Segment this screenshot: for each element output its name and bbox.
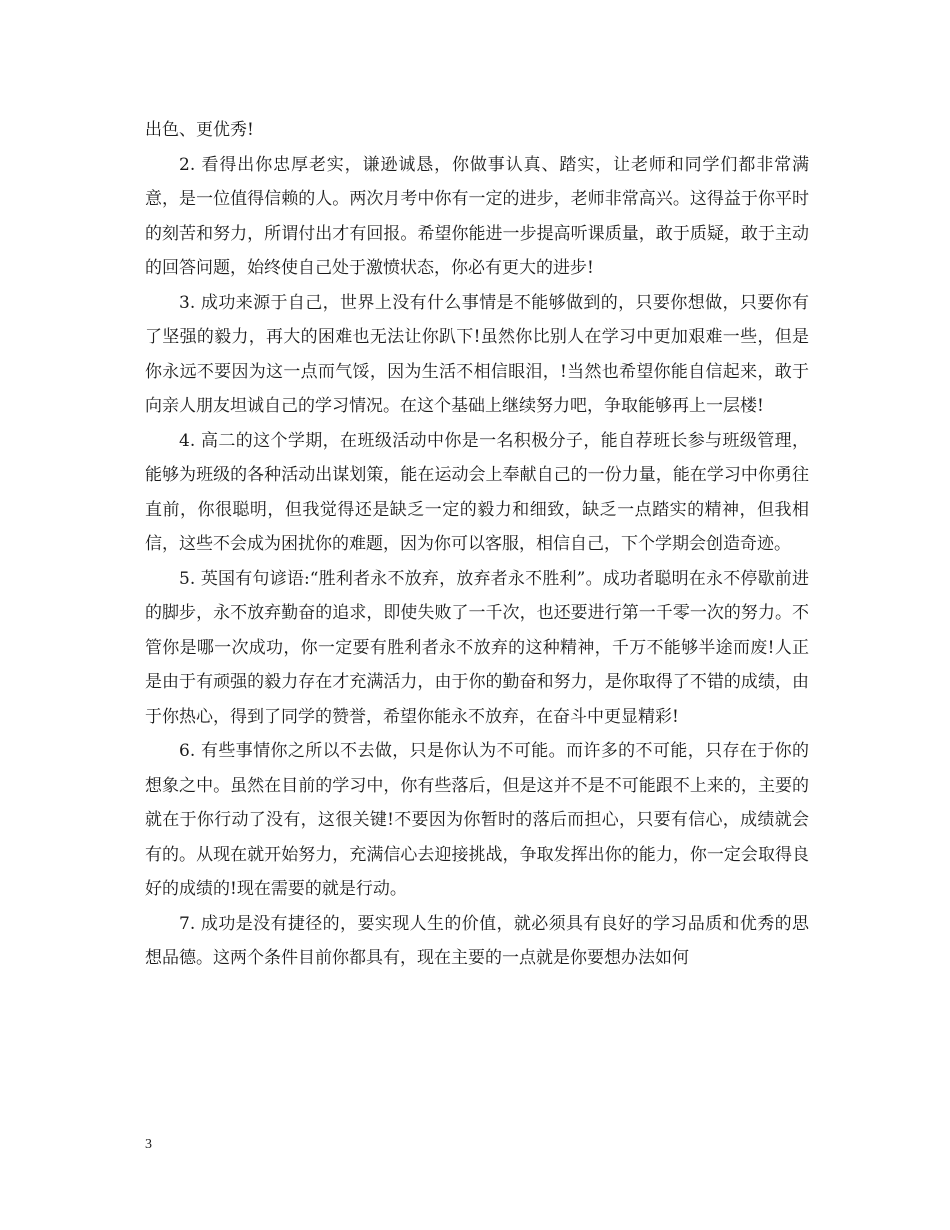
paragraph-comment-7: 7. 成功是没有捷径的，要实现人生的价值，就必须具有良好的学习品质和优秀的思想品德。这两个条件目前你都具有，现在主要的一点就是你要想办法如何	[145, 913, 809, 968]
paragraph-comment-5: 5. 英国有句谚语:“胜利者永不放弃，放弃者永不胜利”。成功者聪明在永不停歇前进的脚步，永不放弃勤奋的追求，即使失败了一千次，也还要进行第一千零一次的努力。不管你是哪一次成功，你一定要有胜利者永不放弃的这种精神，千万不能够半途而废!人正是由于有顽强的毅力存在才充满活力，由于你的勤奋和努力，是你取得了不错的成绩，由于你热心，得到了同学的赞誉，希望你能永不放弃，在奋斗中更显精彩!	[145, 568, 809, 727]
paragraph-continuation: 出色、更优秀!	[145, 120, 254, 140]
document-body	[145, 113, 809, 976]
paragraph-comment-6: 6. 有些事情你之所以不去做，只是你认为不可能。而许多的不可能，只存在于你的想象之中。虽然在目前的学习中，你有些落后，但是这并不是不可能跟不上来的，主要的就在于你行动了没有，这很关键!不要因为你暂时的落后而担心，只要有信心，成绩就会有的。从现在就开始努力，充满信心去迎接挑战，争取发挥出你的能力，你一定会取得良好的成绩的!现在需要的就是行动。	[145, 741, 809, 899]
paragraph-comment-4: 4. 高二的这个学期，在班级活动中你是一名积极分子，能自荐班长参与班级管理，能够为班级的各种活动出谋划策，能在运动会上奉献自己的一份力量，能在学习中你勇往直前，你很聪明，但我觉得还是缺乏一定的毅力和细致，缺乏一点踏实的精神，但我相信，这些不会成为困扰你的难题，因为你可以客服，相信自己，下个学期会创造奇迹。	[145, 430, 809, 554]
paragraph-comment-2: 2. 看得出你忠厚老实，谦逊诚恳，你做事认真、踏实，让老师和同学们都非常满意，是一位值得信赖的人。两次月考中你有一定的进步，老师非常高兴。这得益于你平时的刻苦和努力，所谓付出才有回报。希望你能进一步提高听课质量，敢于质疑，敢于主动的回答问题，始终使自己处于激愤状态，你必有更大的进步!	[145, 154, 809, 278]
paragraph-comment-3: 3. 成功来源于自己，世界上没有什么事情是不能够做到的，只要你想做，只要你有了坚强的毅力，再大的困难也无法让你趴下!虽然你比别人在学习中更加艰难一些，但是你永远不要因为这一点而气馁，因为生活不相信眼泪，!当然也希望你能自信起来，敢于向亲人朋友坦诚自己的学习情况。在这个基础上继续努力吧，争取能够再上一层楼!	[145, 292, 809, 416]
page-number: 3	[145, 1137, 152, 1152]
